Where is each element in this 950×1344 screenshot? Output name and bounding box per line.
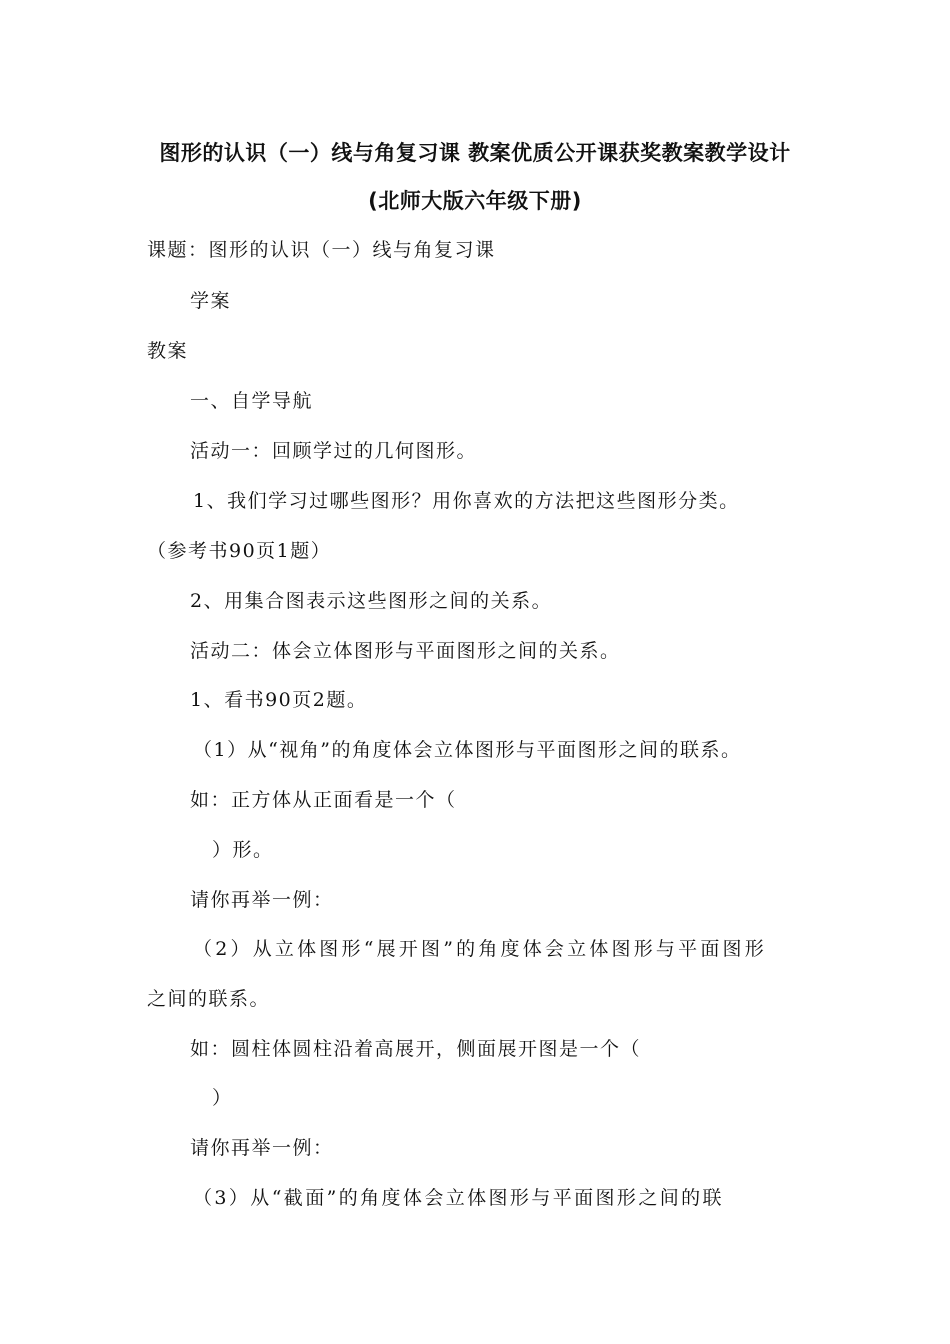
document-title: 图形的认识（一）线与角复习课 教案优质公开课获奖教案教学设计 [159,141,791,165]
document-subtitle: (北师大版六年级下册) [368,189,582,213]
sub-item-2-continued: 之间的联系。 [147,988,271,1010]
example-1-end: ）形。 [212,839,274,861]
activity-one-heading: 活动一：回顾学过的几何图形。 [190,440,478,462]
another-example-prompt-1: 请你再举一例： [190,889,334,911]
activity-two-heading: 活动二：体会立体图形与平面图形之间的关系。 [190,640,621,662]
example-2-end: ） [212,1087,233,1109]
section-label-study-plan: 学案 [190,290,232,312]
sub-item-1: （1）从“视角”的角度体会立体图形与平面图形之间的联系。 [193,739,742,761]
question-2: 2、用集合图表示这些图形之间的关系。 [190,590,553,612]
section-heading-self-study: 一、自学导航 [190,390,314,412]
question-1: 1、我们学习过哪些图形？用你喜欢的方法把这些图形分类。 [193,490,740,512]
sub-item-3: （3）从“截面”的角度体会立体图形与平面图形之间的联 [193,1187,724,1209]
lesson-topic: 课题：图形的认识（一）线与角复习课 [147,239,496,261]
activity-two-item-1: 1、看书90页2题。 [190,689,368,711]
section-label-teaching-plan: 教案 [147,340,189,362]
another-example-prompt-2: 请你再举一例： [190,1137,334,1159]
question-1-reference: （参考书90页1题） [147,540,332,562]
example-1: 如：正方体从正面看是一个（ [190,789,457,811]
example-2: 如：圆柱体圆柱沿着高展开，侧面展开图是一个（ [190,1038,642,1060]
sub-item-2: （2）从立体图形“展开图”的角度体会立体图形与平面图形 [193,938,767,960]
